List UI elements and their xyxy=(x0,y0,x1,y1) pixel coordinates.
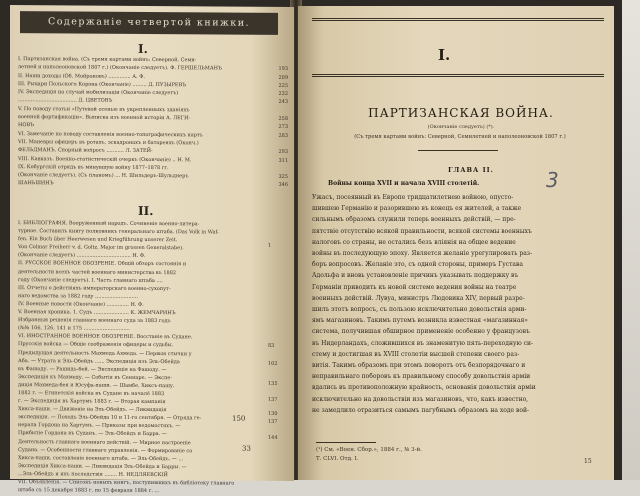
toc-line: г. — Экспедицiя въ Хартумъ 1883 г. — Вторая кампанiя xyxy=(18,398,166,406)
toc-line: году (Окончанiе следуетъ). I. Часть главнаго штаба .... xyxy=(18,276,163,284)
toc-line: VII. Объявленiя. — Списокъ новыхъ книгъ, поступившихъ въ библiотеку главнаго xyxy=(18,479,235,487)
page-mark: 33 xyxy=(242,444,251,453)
page-mark: 150 xyxy=(232,414,246,423)
toc-line: Экспедицiя къ Махмеду. — Событiя въ Сеннаре. — Экспе- xyxy=(18,373,173,381)
footnote-rule xyxy=(316,442,376,443)
toc-line: Прибытiе Гордона въ Суданъ. — Эль-Обейдъ и Барра. — xyxy=(18,430,167,438)
toc-line: V. Военная хроника. 1. Судъ ...................... К. ЖЕМЧАРИНЪ xyxy=(18,309,176,317)
body-line: система, получившая обширное примененiе особенно у французовъ xyxy=(312,328,530,336)
chapter-heading-subtitle: Войны конца XVII и начала XVIII столетiй. xyxy=(328,180,480,187)
toc-entry-title: IX. Кобургскiй отрядъ въ минувшую войну 1877–1878 гг. xyxy=(18,163,169,171)
body-line: исключительно на довольствiи изъ магазиновъ, что, какъ известно, xyxy=(312,395,529,403)
page-mark: 137 xyxy=(268,396,278,403)
body-line: Ужасъ, посеянный въ Европе тридцатилетнею войною, опусто- xyxy=(312,194,514,201)
toc-section-one xyxy=(18,55,288,190)
toc-entry-page: 225 xyxy=(278,82,288,89)
page-mark: 102 xyxy=(268,360,278,367)
toc-entry-title: ФЕЛЬДМАНЪ. Спорный вопросъ ........... Л. ЗАТЕЙ- xyxy=(18,147,153,155)
toc-entry-title: II. Наши доходы (Об. Мойроновъ) .............. А. Ф. xyxy=(18,72,145,80)
body-line: Адольфа и вновь установленiе причинъ указывать поддержку въ xyxy=(312,272,519,280)
toc-entry-page: 293 xyxy=(278,149,288,156)
toc-entry-page: 258 xyxy=(278,115,288,123)
toc-entry-page xyxy=(270,57,288,65)
toc-line: Хикса-паши. — Движенiе на Эль-Обейдъ. — Ликвидацiя xyxy=(18,406,167,414)
footnote-text: (¹) См. «Воен. Сбор.», 1884 г., № 3-й. xyxy=(316,447,422,453)
toc-entry-page: 311 xyxy=(278,157,288,164)
page-number: 15 xyxy=(584,458,592,465)
toc-line: fen. Ein Buch über Heerwesen und Kriegführung unserer Zeit. xyxy=(18,236,178,244)
toc-entry-page: 243 xyxy=(278,99,288,106)
toc-line: VI. ИНОСТРАННОЕ ВОЕННОЕ ОБОЗРЕНIЕ. Восстанiе въ Судане. xyxy=(18,333,193,341)
toc-line: въ Фашоду. — Рашидъ-бей. — Экспедицiя на Фашоду. — xyxy=(18,365,167,373)
section-numeral: I. xyxy=(438,46,451,64)
footnote-issue: Т. CLVI. Отд. I. xyxy=(316,456,359,462)
toc-line: Аба. — Утрата и Эль-Обейдъ ...... Экспедицiя изъ Эль-Обейда xyxy=(18,357,180,365)
toc-entry-page: 209 xyxy=(278,74,288,81)
body-line: шившею Германiю и разорившею въ конецъ ея жителей, а также xyxy=(312,205,522,213)
toc-entry-title: III. Рыцари Польского Корона (Окончанiе) ......... Д. ПУЗЫРЕВЪ xyxy=(18,80,187,89)
toc-line: Прусскiя войска — Общiе соображенiя офицеры и судьбы. xyxy=(18,341,174,349)
page-mark: 1 xyxy=(268,242,272,249)
toc-line: Избранныя решенiя главнаго военнаго суда за 1883 годъ xyxy=(18,317,171,325)
toc-entry-title: ШАНЬШИНЪ xyxy=(18,180,54,187)
toc-line: деятельности всехъ частей военнаго министерства въ 1882 xyxy=(18,268,177,276)
body-line: витiя. Такимъ образомъ при этомъ поворотъ отъ безпорядочнаго и xyxy=(312,362,526,370)
page-mark: 144 xyxy=(268,434,278,441)
toc-line: IV. Военные новости (Окончанiе) .............. Н. Ф. xyxy=(18,301,144,308)
body-line: войны въ последующую эпоху. Является желанiе урегулировать раз- xyxy=(312,250,533,258)
body-text xyxy=(312,192,604,416)
toc-entry-title: VIII. Кавказъ. Военно-статистическiй очеркъ (Окончанiе) .. Н. М. xyxy=(18,155,192,163)
footnote xyxy=(316,446,606,464)
toc-entry-title: VII. Маневры офицеръ въ ротахъ, эскадронахъ и батареяхъ (Оконч.) xyxy=(18,139,199,147)
toc-entry-page xyxy=(270,140,288,148)
toc-entry-page: 283 xyxy=(278,132,288,139)
section-two-numeral: II. xyxy=(138,203,154,219)
contents-title: Содержанiе четвертой книжки. xyxy=(20,11,278,35)
body-line: пятствiе отсутствiю всякой правильности, всякой системы военныхъ xyxy=(312,227,532,235)
page-mark: 137 xyxy=(268,418,278,425)
toc-line: ...Эль-Обейдъ и ихъ последствiя ........ Н. НЕДЛЯЕВСКIЙ xyxy=(18,470,168,479)
toc-entry-title: V. По поводу статьи «Путевой осенью въ укрепленныхъ зданiяхъ xyxy=(18,105,190,114)
toc-line: Экспедицiя Хикса-паши. — Ликвидацiя Эль-Обейда и Барры. — xyxy=(18,462,187,471)
chapter-heading: ГЛАВА II. xyxy=(448,166,494,174)
toc-entry-page: 325 xyxy=(278,174,288,181)
toc-entry-title: (Окончанiе следуетъ). (Съ планомъ) ... Н. Шильдеръ-Шульднеръ xyxy=(18,172,189,180)
right-page xyxy=(298,6,614,480)
body-line: сильнымъ образомъ служили теперь военныхъ действiй, — пре- xyxy=(312,216,516,224)
page-mark: 135 xyxy=(268,380,278,387)
toc-entry-title: военной фортификацiи». Выписка изъ военной исторiи А. ЛЕГИ- xyxy=(18,114,191,122)
toc-entry-title: VI. Замечанiе по поводу составленiя военно-топографическихъ картъ xyxy=(18,130,203,139)
body-line: въ Нидерландахъ, сложившихся въ знаменитую пять-переходную си- xyxy=(312,339,534,347)
toc-line: Судана. — Особенности главнаго управленiя. — Формированiе со xyxy=(18,446,193,454)
toc-line: штаба съ 15 декабря 1883 г. по 15 февраля 1884 г. ... xyxy=(18,487,160,495)
toc-line: наго ведомства за 1882 году ........................... xyxy=(18,292,138,300)
section-rule xyxy=(312,74,604,75)
toc-section-two xyxy=(18,219,280,496)
body-line: ямъ магазиновъ. Такимъ путемъ возникла известная «магазинная» xyxy=(312,317,528,325)
body-line: не замедлило отразиться самымъ пагубнымъ образомъ на ходе вой- xyxy=(312,406,529,414)
toc-line: Деятельность главнаго военнаго действiй. — Мирное настроенiе xyxy=(18,438,191,446)
toc-entry-page: 273 xyxy=(278,124,288,131)
toc-entry-page xyxy=(270,165,288,173)
left-page xyxy=(10,5,294,495)
toc-entry-page: 346 xyxy=(278,182,288,189)
toc-entry-title: IV. Экспедицiя на случай мобилизацiи (Окончанiе следуетъ) xyxy=(18,89,179,97)
chapter-subtitle: (Окончанiе следуетъ) (*). xyxy=(427,124,495,130)
chapter-title: ПАРТИЗАНСКАЯ ВОЙНА. xyxy=(368,106,554,120)
toc-line: I. БИБЛIОГРАФIЯ. Вооруженный народъ. Сочиненiе военно-литера- xyxy=(18,220,200,228)
toc-line: дицiя Махмеда-бея и Юсуфа-паши. — Шамбе, Хиксъ-пашу. xyxy=(18,381,175,390)
top-rule xyxy=(312,18,604,19)
toc-entry-title: I. Партизанская война. (Съ тремя картами войнъ: Северной, Семи- xyxy=(18,56,197,64)
toc-line: (№№ 106, 126, 141 и 175 ............................. xyxy=(18,325,130,333)
toc-entry-page: 232 xyxy=(278,91,288,98)
top-rule xyxy=(312,20,604,21)
section-rule xyxy=(312,76,604,77)
toc-entry-page xyxy=(270,107,288,115)
body-line: военныхъ действiй. Лувуа, министръ Людовика XIV, первый разре- xyxy=(312,294,525,302)
page-mark: 83 xyxy=(268,342,275,349)
divider xyxy=(418,150,498,151)
toc-entry-page: 193 xyxy=(278,66,288,73)
page-mark: 130 xyxy=(268,410,278,417)
body-line: шилъ этотъ вопросъ, съ пользою исключительно довольствiя арми- xyxy=(312,306,527,314)
body-line: неправильнаго поборовъ къ правильному способу довольствiя армiи xyxy=(312,373,531,381)
body-line: Германiи приводить къ новой системе ведения войны на театре xyxy=(312,283,517,291)
body-line: вдались въ противоположную крайность, основанiя довольствiя армiи xyxy=(312,384,536,392)
toc-line: III. Отчеты о действiяхъ императорскаго военно-сухопут- xyxy=(18,284,171,292)
chapter-note: (Съ тремя картами войнъ: Северной, Семилетней и наполеоновской 1807 г.) xyxy=(354,134,566,140)
toc-line: II. РУССКОЕ ВОЕННОЕ ОБОЗРЕНIЕ. Общiй обзоръ состоянiя и xyxy=(18,260,187,268)
toc-line: Хикса-паши, составленiе военнаго штаба. — Эль-Обейдъ. — ... xyxy=(18,454,184,462)
toc-entry xyxy=(18,180,288,190)
toc-line: нерала Гордона на Хартумъ. — Приказы при ведомостяхъ. — xyxy=(18,422,181,430)
toc-line: экспедицiи. — Походъ Эль-Обейда 10 и 11-го сентября. — Отряда ге- xyxy=(18,414,202,422)
toc-line: турное. Составилъ книгу полковникъ генеральнаго штаба. (Das Volk in Waf- xyxy=(18,228,219,236)
toc-line: (Окончанiе следуетъ) .................................. Н. Ф. xyxy=(18,252,146,260)
toc-entry-title: НОВЪ xyxy=(18,122,35,129)
toc-line: Von Colmar Freiherr v. d. Goltz, Major im grossen Generalstabe). xyxy=(18,244,184,252)
toc-entry-title: ..................................... Д. ЦВЕТОВЪ xyxy=(18,97,113,105)
toc-line: 1882 г. — Египетскiя войска въ Судане въ началё 1883 xyxy=(18,390,165,398)
body-line: боръ вопросовъ. Желанiе это, съ одной стороны, примеръ Густава xyxy=(312,261,523,269)
toc-entry-title: летней и наполеоновской 1807 г.) (Окончанiе следуетъ). Ф. ГЕРШЕЛЬМАНЪ xyxy=(18,64,222,72)
body-line: налоговъ со страны, не остались безъ влiянiя на общее ведение xyxy=(312,238,516,246)
toc-line: Предыдущая деятельность Махмеда Ахмеда. — Первыя стычки у xyxy=(18,349,192,357)
body-line: стему и достигшая въ XVIII столетiи высшей степени своего раз- xyxy=(312,350,520,358)
pencil-annotation: 3 xyxy=(546,168,559,192)
section-one-numeral: I. xyxy=(138,41,148,56)
